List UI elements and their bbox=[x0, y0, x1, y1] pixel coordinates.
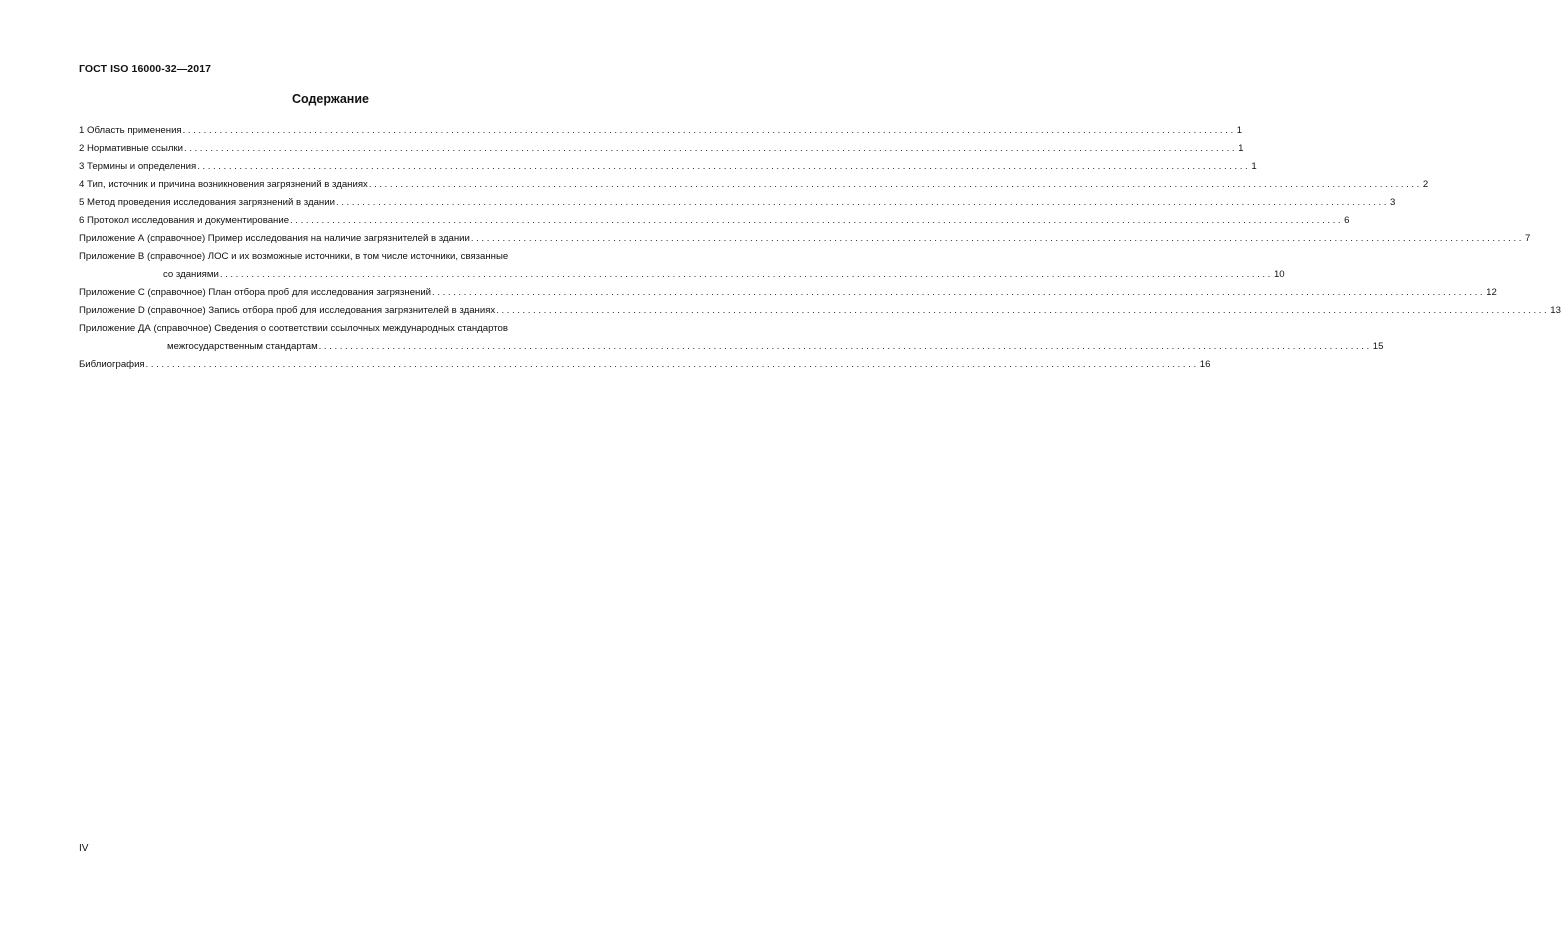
leader-dots: ........................................................................................................................................................................................................ bbox=[432, 287, 1486, 298]
toc-page-number: 13 bbox=[1550, 305, 1561, 316]
leader-dots: ........................................................................................................................................................................................................ bbox=[182, 125, 1236, 136]
toc-entry-method[interactable]: 5 Метод проведения исследования загрязнений в здании ........................................................................................................................................................................................................ 3 bbox=[79, 194, 608, 212]
leader-dots: ........................................................................................................................................................................................................ bbox=[496, 305, 1550, 316]
leader-dots: ........................................................................................................................................................................................................ bbox=[368, 179, 1422, 190]
toc-entry-annex-da[interactable]: Приложение ДА (справочное) Сведения о соответствии ссылочных международных стандартов межгосударственным стандартам ........................................................................................................................................................................................................ 15 bbox=[79, 320, 608, 356]
toc-entry-annex-c[interactable]: Приложение С (справочное) План отбора проб для исследования загрязнений ........................................................................................................................................................................................................ 12 bbox=[79, 284, 608, 302]
leader-dots: ........................................................................................................................................................................................................ bbox=[219, 269, 1273, 280]
leader-dots: ........................................................................................................................................................................................................ bbox=[184, 143, 1238, 154]
toc-page-number: 6 bbox=[1344, 215, 1350, 226]
toc-entry-protocol[interactable]: 6 Протокол исследования и документирование ........................................................................................................................................................................................................ 6 bbox=[79, 212, 608, 230]
toc-page-number: 12 bbox=[1486, 287, 1497, 298]
leader-dots: ........................................................................................................................................................................................................ bbox=[318, 341, 1372, 352]
toc-entry-annex-a[interactable]: Приложение А (справочное) Пример исследования на наличие загрязнителей в здании ........................................................................................................................................................................................................ 7 bbox=[79, 230, 608, 248]
toc-page-number: 2 bbox=[1422, 179, 1429, 190]
toc-page-number: 3 bbox=[1390, 197, 1396, 208]
page-number: IV bbox=[79, 843, 89, 854]
toc-entry-annex-b[interactable]: Приложение В (справочное) ЛОС и их возможные источники, в том числе источники, связанные со зданиями ........................................................................................................................................................................................................ 10 bbox=[79, 248, 608, 284]
leader-dots: ........................................................................................................................................................................................................ bbox=[290, 215, 1344, 226]
leader-dots: ........................................................................................................................................................................................................ bbox=[470, 233, 1524, 244]
toc-page-number: 1 bbox=[1238, 143, 1244, 154]
toc-entry-bibliography[interactable]: Библиография ........................................................................................................................................................................................................ 16 bbox=[79, 356, 608, 374]
toc-page-number: 10 bbox=[1273, 269, 1285, 280]
document-id: ГОСТ ISO 16000-32—2017 bbox=[79, 63, 212, 75]
toc-entry-normative-references[interactable]: 2 Нормативные ссылки ........................................................................................................................................................................................................ 1 bbox=[79, 140, 608, 158]
toc-entry-terms[interactable]: 3 Термины и определения ........................................................................................................................................................................................................ 1 bbox=[79, 158, 608, 176]
toc-page-number: 15 bbox=[1372, 341, 1384, 352]
toc-page-number: 7 bbox=[1525, 233, 1531, 244]
table-of-contents bbox=[79, 122, 1561, 374]
leader-dots: ........................................................................................................................................................................................................ bbox=[145, 359, 1199, 370]
toc-entry-scope[interactable]: 1 Область применения ........................................................................................................................................................................................................ 1 bbox=[79, 122, 608, 140]
toc-page-number: 1 bbox=[1236, 125, 1243, 136]
leader-dots: ........................................................................................................................................................................................................ bbox=[197, 161, 1251, 172]
toc-title: Содержание bbox=[291, 92, 369, 106]
toc-page-number: 1 bbox=[1251, 161, 1257, 172]
leader-dots: ........................................................................................................................................................................................................ bbox=[335, 197, 1390, 208]
toc-entry-annex-d[interactable]: Приложение D (справочное) Запись отбора проб для исследования загрязнителей в зданиях ........................................................................................................................................................................................................ 13 bbox=[79, 302, 608, 320]
toc-page-number: 16 bbox=[1199, 359, 1211, 370]
toc-entry-contamination-types[interactable]: 4 Тип, источник и причина возникновения загрязнений в зданиях ........................................................................................................................................................................................................ 2 bbox=[79, 176, 608, 194]
